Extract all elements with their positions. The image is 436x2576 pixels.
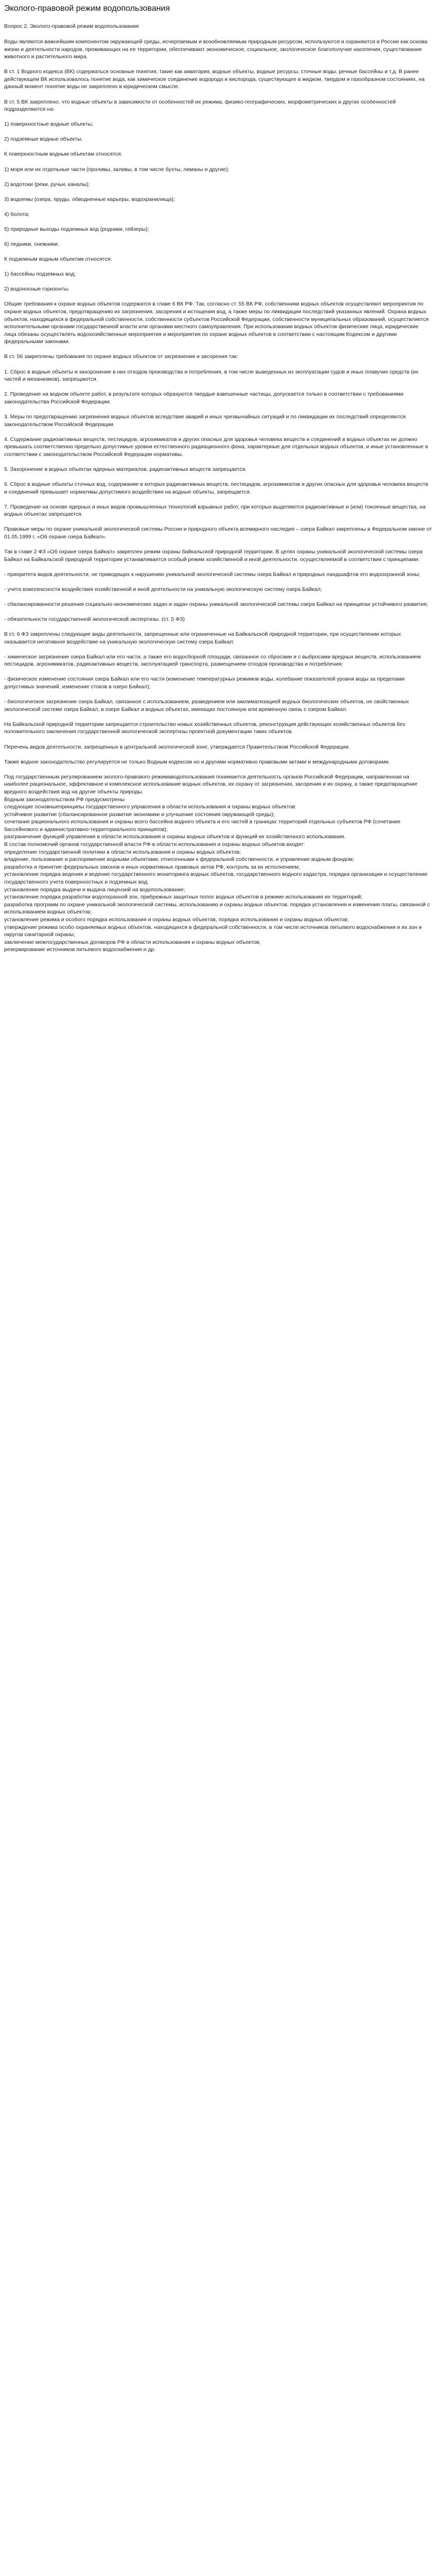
document-body (4, 38, 432, 766)
paragraph: Воды являются важнейшим компонентом окружающей среды, исчерпаемым и возобновляемым природным ресурсом, используются и охраняются в России как основа жизни и деятельности народов, проживающих на ее территории, обеспечивают экономическое, социальное, экологическое благополучие населения, существование животного и растительного мира. (4, 39, 428, 60)
paragraph: В ст. 56 закреплены требования по охране водных объектов от загрязнения и засорения так: (4, 353, 238, 360)
block-line: резервирование источников питьевого водоснабжения и др. (4, 946, 156, 953)
paragraph: К поверхностным водным объектам относятся: (4, 151, 123, 158)
paragraph: - учета комплексности воздействия хозяйственной и иной деятельности на уникальную экологическую систему озера Байкал; (4, 586, 322, 592)
paragraph: Общие требования к охране водных объектов содержатся в главе 6 ВК РФ. Так, согласно ст. 55 ВК РФ, собственники водных объектов осуществляют мероприятия по охране водных объектов, предотвращению их загрязнения, засорения и истощения вод, а также меры по ликвидации последствий указанных явлений. Охрана водных объектов, находящихся в федеральной собственности, собственности субъектов Российской Федерации, собственности муниципальных образований, осуществляется исполнительными органами государственной власти или органами местного самоуправления. При использовании водных объектов физические лица, юридические лица обязаны осуществлять водохозяйственные мероприятия и мероприятия по охране водных объектов в соответствии с настоящим Кодексом и другими федеральными законами. (4, 301, 429, 345)
paragraph: 5) природные выходы подземных вод (родники, гейзеры); (4, 226, 149, 232)
block-line: установление порядка разработки водоохранной зон, прибрежных защитных полос водных объектов в режиме использования их территорий; (4, 894, 362, 901)
paragraph: - сбалансированности решения социально-экономических задач и задач охраны уникальной экологической системы озера Байкал на принципах устойчивого развития; (4, 601, 428, 607)
paragraph: В ст. 5 ВК закреплено, что водные объекты в зависимости от особенностей их режима, физико-географических, морфометрических и других особенностей подразделяются на: (4, 98, 396, 113)
block-line: владение, пользование и распоряжение водными объектами, отнесенными к федеральной собственности, и управление водным фондом; (4, 856, 354, 863)
paragraph: - физическое изменение состояния озера Байкал или его части (изменение температурных режимов воды, колебание показателей уровня воды за пределами допустимых значений, изменение стоков в озеро Байкал); (4, 676, 405, 690)
paragraph: В ст. 6 ФЗ закреплены следующие виды деятельности, запрещенные или ограниченные на Байкальской природной территории, при осуществлении которых оказывается негативное воздействие на уникальную экологическую систему озера Байкал: (4, 631, 401, 645)
paragraph: Также водное законодательство регулируется не только Водным кодексом но и другими нормативно правовыми актами и международными договорами. (4, 758, 390, 765)
paragraph: 2) подземные водные объекты. (4, 136, 83, 143)
paragraph: 1) моря или их отдельные части (проливы, заливы, в том числе бухты, лиманы и другие); (4, 166, 230, 173)
paragraph: - химическое загрязнение озера Байкал или его части, а также его водосборной площади, связанное со сбросами и с выбросами вредных веществ, использованием пестицидов, агрохимикатов, радиоактивных веществ, эксплуатацией транспорта, размещением отходов производства и потребления; (4, 653, 421, 668)
paragraph: 4. Содержание радиоактивных веществ, пестицидов, агрохимикатов и других опасных для здоровья человека веществ и соединений в водных объектах не должно превышать соответственно предельно допустимые уровни естественного радиационного фона, характерные для отдельных водных объектов, и иные установленные в соответствии с законодательством Российской Федерации нормативы. (4, 436, 428, 457)
paragraph: 2) водотоки (реки, ручьи, каналы); (4, 181, 90, 188)
paragraph: 2. Проведение на водном объекте работ, в результате которых образуются твердые взвешенные частицы, допускается только в соответствии с требованиями законодательства Российской Федерации. (4, 391, 404, 405)
paragraph: 3) водоемы (озера, пруды, обводненные карьеры, водохранилища); (4, 196, 175, 202)
block-line: Водным законодательством РФ предусмотрены (4, 796, 125, 803)
paragraph: 7. Проведение на основе ядерных и иных видов промышленных технологий взрывных работ, при которых выделяются радиоактивные и (или) токсичные вещества, на водных объектах запрещается. (4, 503, 426, 518)
paragraph: 6. Сброс в водные объекты сточных вод, содержание в которых радиоактивных веществ, пестицидов, агрохимикатов и других опасных для здоровья человека веществ и соединений превышает нормативы допустимого воздействия на водные объекты, запрещается. (4, 481, 428, 495)
section-heading: Вопрос 2. Эколого-правовой режим водопользования (4, 23, 139, 29)
block-line: следующие основныепринципы государственного управления в области использования и охраны водных объектов: (4, 804, 297, 810)
block-line: определение государственной политики в области использования и охраны водных объектов; (4, 849, 241, 855)
block-line: разграничение функций управления в области использования и охраны водных объектов и функций их хозяйственного использования. (4, 834, 346, 840)
paragraph: Так в главе 2 ФЗ «Об охране озера Байкал» закреплен режим охраны байкальской природной территории. В целях охраны уникальной экологической системы озера Байкал на Байкальской природной территории устанавливается особый режим хозяйственной и иной деятельности, осуществляемой в соответствии с принципами: (4, 549, 423, 563)
paragraph: 4) болота; (4, 211, 30, 217)
block-line: В состав полномочий органов государственной власти РФ в области использования и охраны водных объектов входят: (4, 841, 305, 848)
paragraph: - обязательности государственной экологической экспертизы. (ст. 5 ФЗ) (4, 616, 185, 622)
block-line: разработка программ по охране уникальной экологической системы, использованию и охраны водных объектов, порядка установления и изменения платы, связанной с использованием водных объектов; (4, 901, 430, 916)
document-page (0, 0, 436, 954)
paragraph: - биологическое загрязнение озера Байкал, связанное с использованием, разведением или акклиматизацией водных биологических объектов, не свойственных экологической системе озера Байкал, в озере Байкал и водных объектах, имеющих постоянную или временную связь с озером Байкал. (4, 699, 409, 713)
paragraph: 1) поверхностные водные объекты; (4, 121, 94, 128)
block-line: установление порядка ведения и ведение государственного мониторинга водных объектов, государственного водного кадастра, порядка организации и осуществление государственного учета поверхностных и подземных вод; (4, 871, 428, 886)
paragraph: К подземным водным объектам относятся: (4, 256, 112, 263)
paragraph: 3. Меры по предотвращению загрязнения водных объектов вследствие аварий и иных чрезвычайных ситуаций и по ликвидации их последствий определяются законодательством Российской Федерации. (4, 413, 406, 428)
block-line: Под государственным регулированием эколого-правового режимаводопользования понимается деятельность органов Российской Федерации, направленная на наиболее рациональное, эффективное и комплексное использование водных объектов, их охрану от загрязнения, засорения и их охрану, а также предотвращение вредного воздействия вод на другие объекты природы. (4, 773, 417, 795)
paragraph: На Байкальской природной территории запрещается строительство новых хозяйственных объектов, реконструкция действующих хозяйственных объектов без положительного заключения государственной экологической экспертизы проектной документации таких объектов. (4, 721, 405, 735)
block-line: заключение межгосударственных договоров РФ в области использования и охраны водных объектов; (4, 939, 261, 945)
paragraph: - приоритета видов деятельности, не приводящих к нарушению уникальной экологической системы озера Байкал и природных ландшафтов его водоохранной зоны; (4, 571, 421, 578)
paragraph: 6) ледники, снежники. (4, 241, 59, 247)
paragraph: 1. Сброс в водные объекты и захоронение в них отходов производства и потребления, в том числе выведенных из эксплуатации судов и иных плавучих средств (их частей и механизмов), запрещаются. (4, 368, 418, 383)
paragraph: 5. Захоронение в водных объектах ядерных материалов, радиоактивных веществ запрещается. (4, 466, 247, 472)
paragraph: 2) водоносные горизонты. (4, 286, 70, 293)
block-line: установление режима и особого порядка использования и охраны водных объектов, порядка использования и охраны водных объектов; (4, 917, 349, 923)
block-line: сочетание рационального использования и охраны всего бассейна водного объекта и его частей в границах территорий отдельных субъектов РФ (сочетание бассейнового и административно-территориального принципов); (4, 819, 400, 833)
block-line: установление порядка выдачи и выдача лицензий на водопользование; (4, 886, 185, 893)
paragraph: Перечень видов деятельности, запрещенных в центральной экологической зоне, утверждается Правительством Российской Федерации. (4, 743, 350, 750)
paragraph: В ст. 1 Водного кодекса (ВК) содержаться основные понятия, такие как акватория, водные объекты, водные ресурсы, сточные воды, речные бассейны и т.д. В ранее действующем ВК использовалось понятие вода, как химическое соединение водорода и кислорода, существующее в жидком, твердом и газообразном состояниях, на данный момент понятие воды не закреплено в юридическом смысле. (4, 69, 425, 90)
block-line: утверждение режима особо охраняемых водных объектов, находящихся в федеральной собственности, в том числе источников питьевого водоснабжения и их зон и округов санитарной охраны; (4, 924, 422, 938)
block-line: разработка и принятие федеральных законов и иных нормативных правовых актов РФ, контроль за их исполнением; (4, 863, 300, 870)
block-line: устойчивое развитие (сбалансированное развитие экономики и улучшение состояния окружающей среды); (4, 811, 275, 818)
paragraph: Правовые меры по охране уникальной экологической системы России и природного объекта всемирного наследия – озера Байкал закреплены в Федеральном законе от 01.05.1999 г. «Об охране озера Байкал». (4, 526, 432, 540)
state-regulation-block (4, 773, 432, 954)
paragraph: 1) бассейны подземных вод; (4, 271, 76, 278)
document-title: Эколого-правовой режим водопользования (4, 4, 170, 13)
